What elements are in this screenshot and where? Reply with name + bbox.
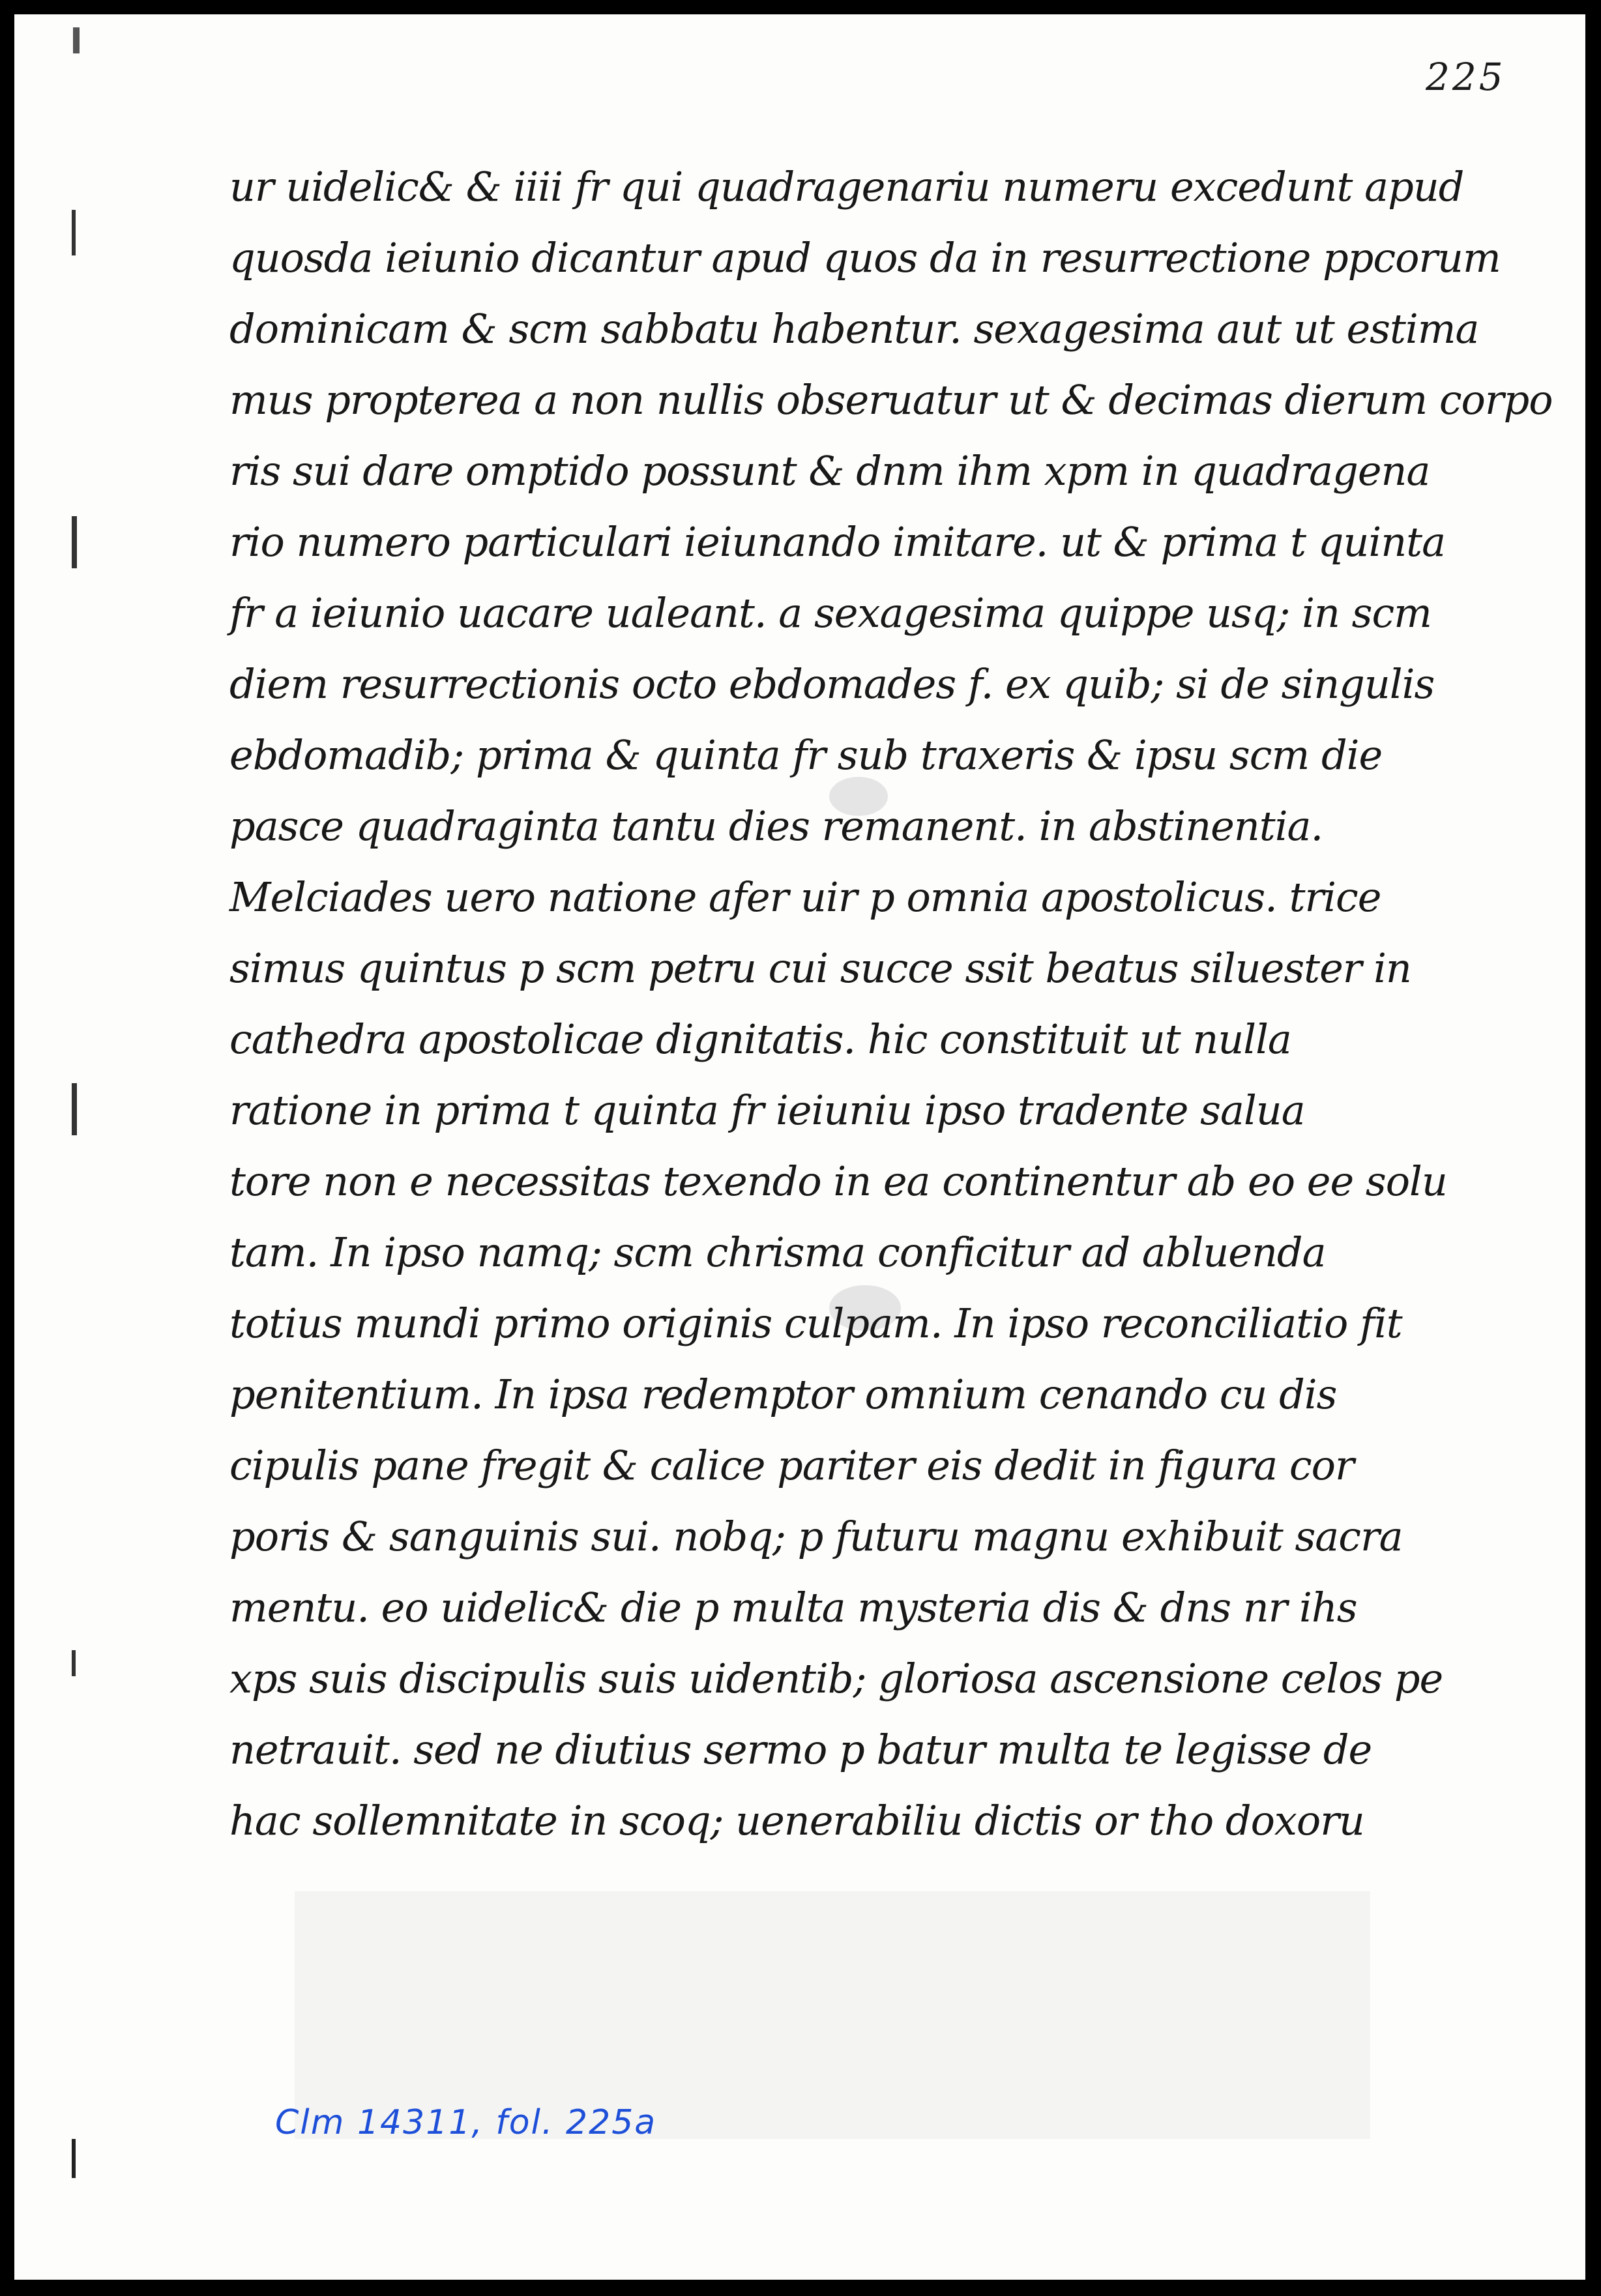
text-line: mentu. eo uidelic& die p multa mysteria dis & dns nr ihs	[229, 1584, 1357, 1631]
manuscript-text	[229, 151, 1553, 1856]
margin-mark	[73, 27, 80, 53]
text-line: cathedra apostolicae dignitatis. hic constituit ut nulla	[229, 1015, 1291, 1063]
margin-mark	[72, 1650, 76, 1676]
text-line: tam. In ipso namq; scm chrisma conficitur ad abluenda	[229, 1228, 1326, 1276]
margin-mark	[72, 2139, 76, 2178]
text-line: ratione in prima t quinta fr ieiuniu ipso tradente salua	[229, 1086, 1305, 1134]
text-line: Melciades uero natione afer uir p omnia apostolicus. trice	[229, 873, 1381, 921]
text-line: penitentium. In ipsa redemptor omnium cenando cu dis	[229, 1371, 1337, 1418]
text-line: fr a ieiunio uacare ualeant. a sexagesima quippe usq; in scm	[229, 589, 1432, 637]
margin-mark	[72, 210, 76, 255]
text-line: hac sollemnitate in scoq; uenerabiliu dictis or tho doxoru	[229, 1797, 1364, 1844]
page-stain	[295, 1891, 1370, 2139]
page-number: 225	[1426, 55, 1506, 99]
margin-mark	[72, 1083, 77, 1135]
text-line: pasce quadraginta tantu dies remanent. in abstinentia.	[229, 802, 1323, 850]
text-line: cipulis pane fregit & calice pariter eis dedit in figura cor	[229, 1442, 1354, 1489]
text-line: poris & sanguinis sui. nobq; p futuru magnu exhibuit sacra	[229, 1513, 1403, 1560]
text-line: ebdomadib; prima & quinta fr sub traxeris & ipsu scm die	[229, 731, 1383, 779]
text-line: mus propterea a non nullis obseruatur ut & decimas dierum corpo	[229, 376, 1553, 424]
text-line: rio numero particulari ieiunando imitare. ut & prima t quinta	[229, 518, 1446, 566]
manuscript-page	[14, 14, 1585, 2280]
text-line: ur uidelic& & iiii fr qui quadragenariu numeru excedunt apud	[229, 163, 1464, 211]
text-line: dominicam & scm sabbatu habentur. sexagesima aut ut estima	[229, 305, 1479, 353]
text-line: xps suis discipulis suis uidentib; gloriosa ascensione celos pe	[229, 1655, 1443, 1702]
text-line: diem resurrectionis octo ebdomades f. ex quib; si de singulis	[229, 660, 1435, 708]
text-line: quosda ieiunio dicantur apud quos da in resurrectione ppcorum	[229, 234, 1501, 282]
text-line: netrauit. sed ne diutius sermo p batur multa te legisse de	[229, 1726, 1372, 1773]
text-line: totius mundi primo originis culpam. In ipso reconciliatio fit	[229, 1300, 1402, 1347]
shelfmark-annotation: Clm 14311, fol. 225a	[275, 2103, 657, 2142]
margin-mark	[72, 516, 77, 568]
text-line: ris sui dare omptido possunt & dnm ihm xpm in quadragena	[229, 447, 1430, 495]
text-line: simus quintus p scm petru cui succe ssit beatus siluester in	[229, 944, 1411, 992]
text-line: tore non e necessitas texendo in ea continentur ab eo ee solu	[229, 1157, 1447, 1205]
